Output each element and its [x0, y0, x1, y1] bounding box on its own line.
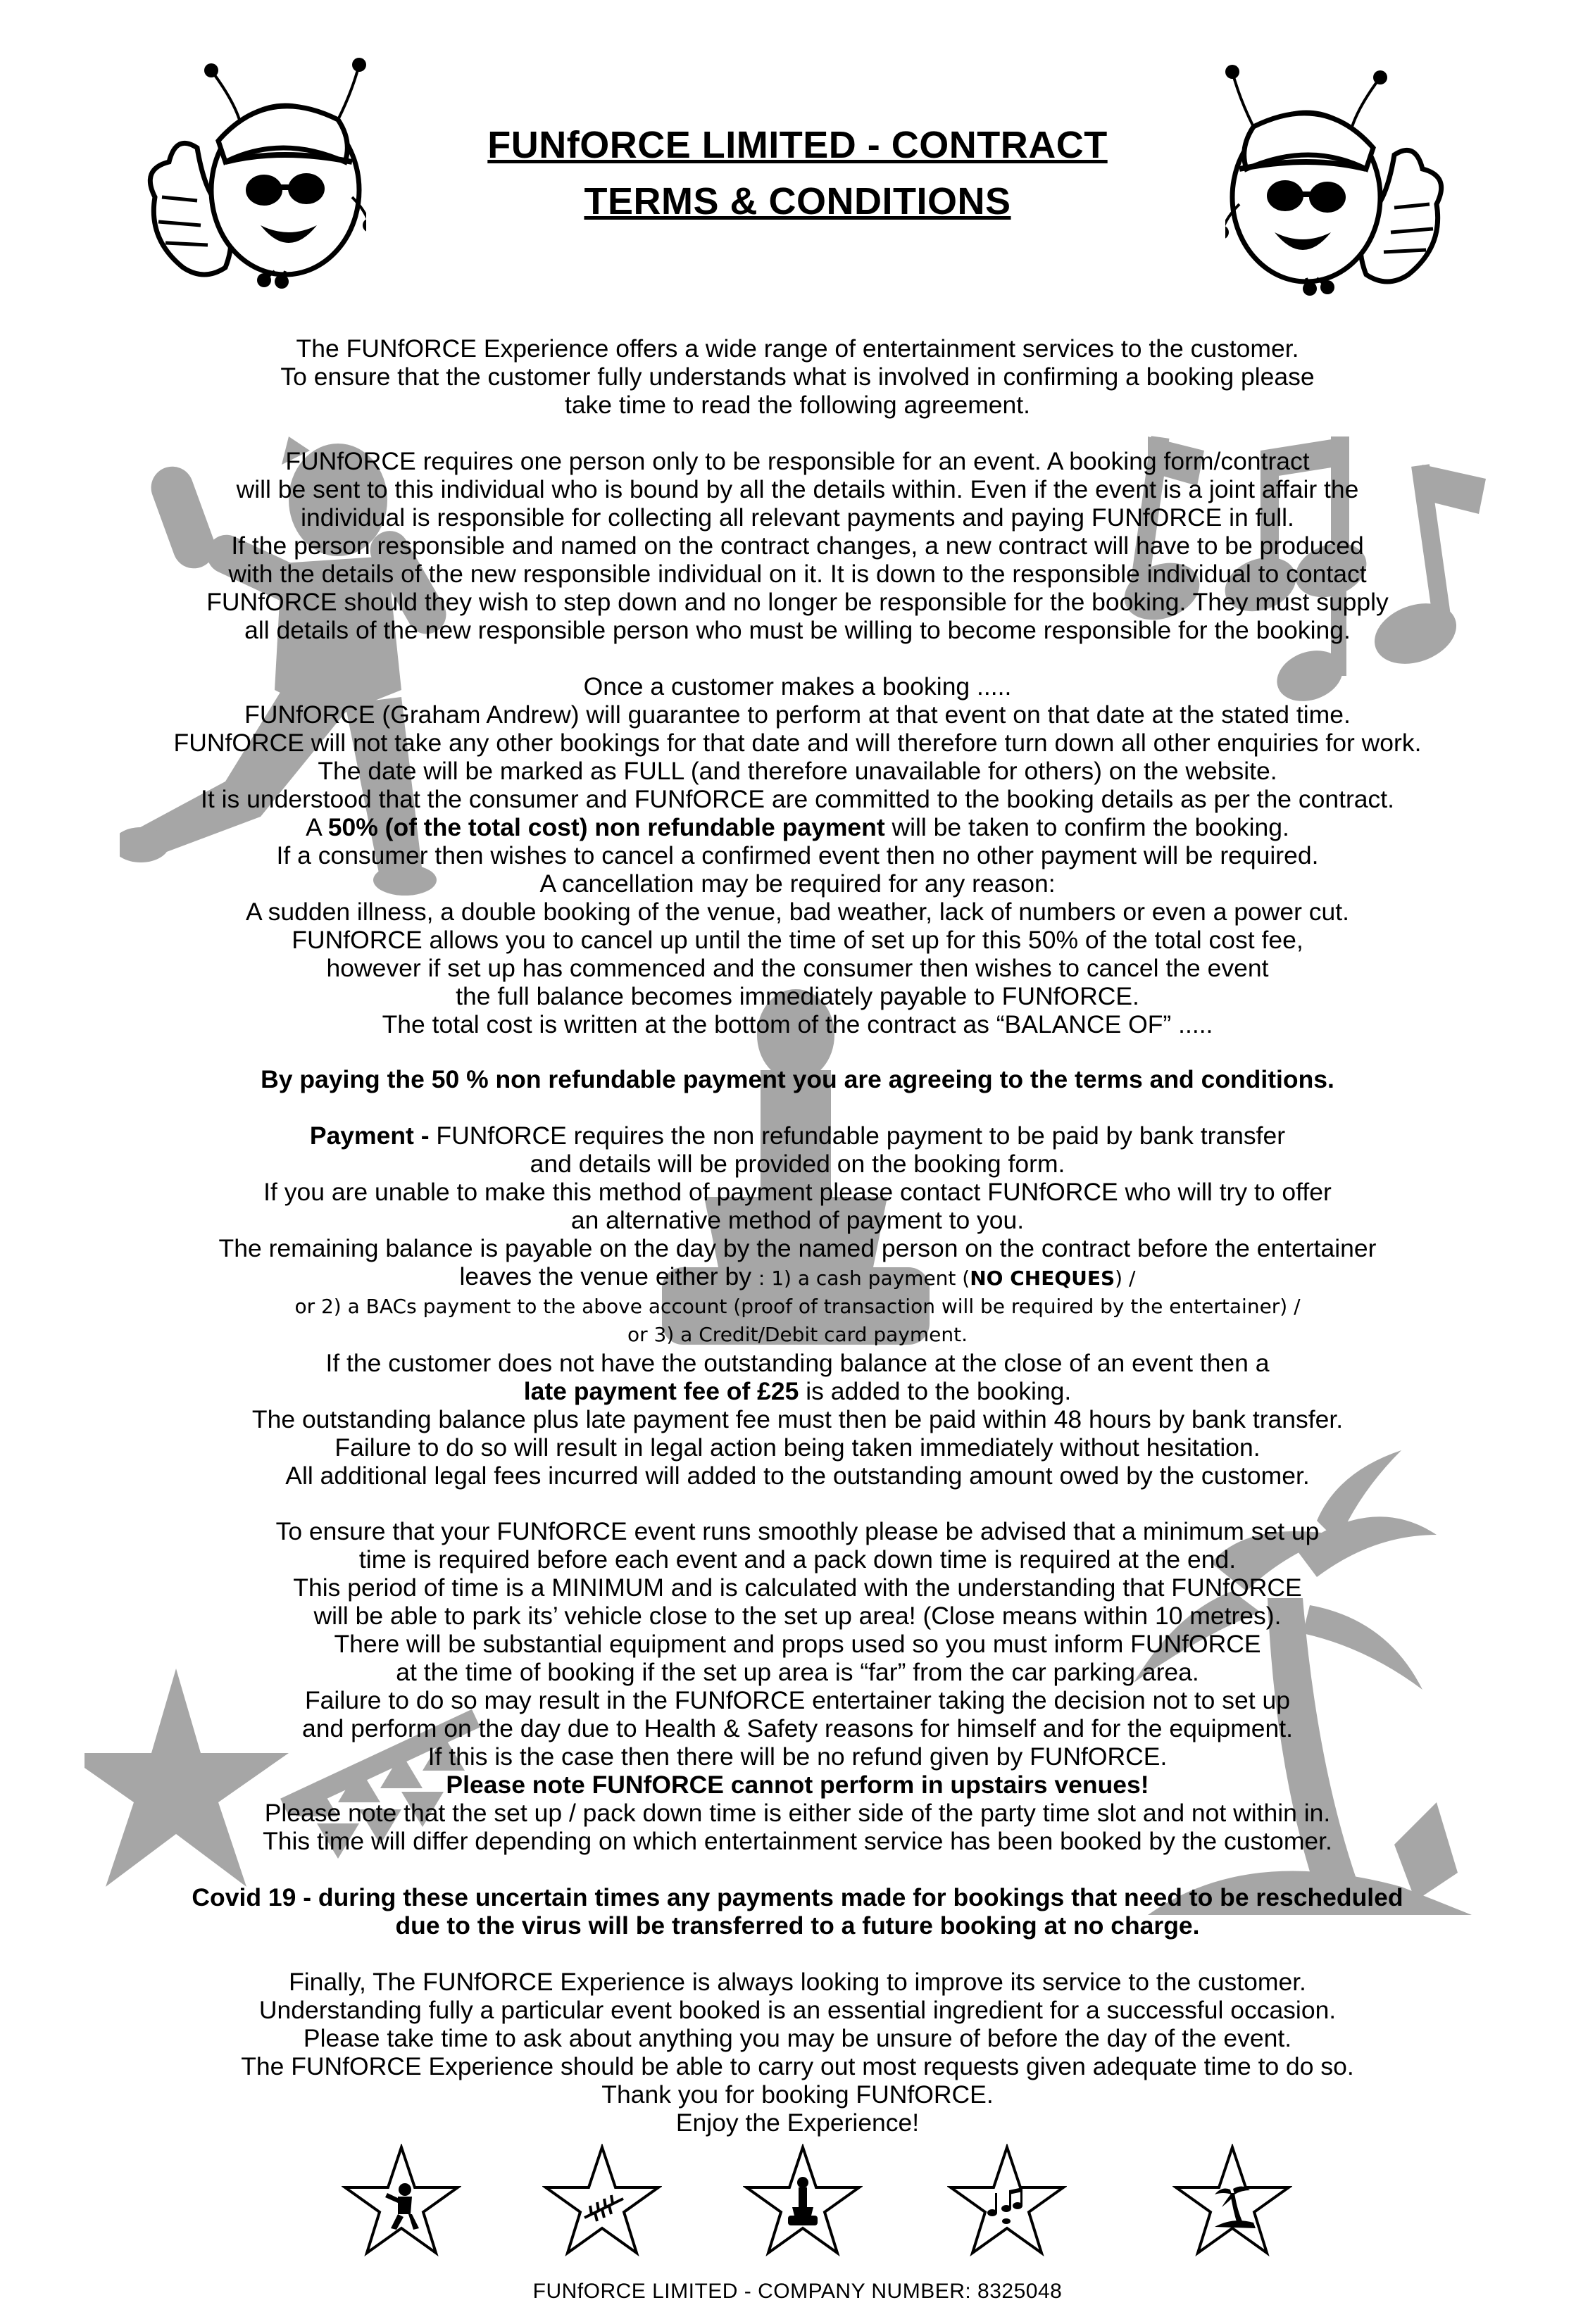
closing-line: Please take time to ask about anything you may be unsure of before the day of the event. [303, 2024, 1292, 2052]
payment-option-3: or 3) a Credit/Debit card payment. [627, 1323, 968, 1346]
setup-line: will be able to park its’ vehicle close to the set up area! (Close means within 10 metres). [313, 1602, 1282, 1630]
star-bubbles-icon [542, 2144, 662, 2256]
setup-paragraph [28, 1517, 1567, 1855]
intro-line: The FUNfORCE Experience offers a wide range of entertainment services to the customer. [296, 334, 1299, 363]
setup-line: and perform on the day due to Health & Safety reasons for himself and for the equipment. [301, 1714, 1294, 1742]
leaves-pre: leaves the venue either by [459, 1262, 758, 1290]
closing-line: Understanding fully a particular event booked is an essential ingredient for a successful occasion. [258, 1996, 1337, 2024]
booking-line: the full balance becomes immediately payable to FUNfORCE. [456, 982, 1139, 1010]
mascot-right-icon [1225, 63, 1465, 296]
setup-line: This period of time is a MINIMUM and is calculated with the understanding that FUNfORCE [293, 1574, 1302, 1602]
closing-line: Thank you for booking FUNfORCE. [601, 2080, 994, 2109]
covid-line: due to the virus will be transferred to a future booking at no charge. [395, 1911, 1200, 1940]
payment-line: an alternative method of payment to you. [570, 1206, 1025, 1234]
payment-line: All additional legal fees incurred will added to the outstanding amount owed by the customer. [285, 1462, 1310, 1490]
booking-line: FUNfORCE allows you to cancel up until the time of set up for this 50% of the total cost fee, [292, 926, 1303, 954]
responsibility-line: will be sent to this individual who is bound by all the details within. Even if the event is a joint affair the [236, 475, 1359, 503]
payment-line: The remaining balance is payable on the day by the named person on the contract before the entertainer [218, 1234, 1377, 1262]
late-fee-line [28, 1377, 1567, 1405]
booking-line: however if set up has commenced and the consumer then wishes to cancel the event [326, 954, 1269, 982]
responsibility-line: all details of the new responsible person who must be willing to become responsible for the booking. [244, 616, 1351, 644]
star-icon-row [0, 2144, 1595, 2256]
booking-line: The date will be marked as FULL (and therefore unavailable for others) on the website. [318, 757, 1277, 785]
star-music-icon [947, 2144, 1067, 2256]
payment-label: Payment - [309, 1122, 437, 1150]
setup-line: Please note that the set up / pack down time is either side of the party time slot and not within in. [264, 1799, 1331, 1827]
responsibility-line: FUNfORCE should they wish to step down and no longer be responsible for the booking. They must supply [206, 588, 1389, 616]
setup-line: If this is the case then there will be no refund given by FUNfORCE. [427, 1742, 1168, 1771]
payment-line: Failure to do so will result in legal action being taken immediately without hesitation. [334, 1433, 1261, 1462]
responsibility-line: individual is responsible for collecting all relevant payments and paying FUNfORCE in full. [301, 503, 1294, 532]
late-line: If the customer does not have the outstanding balance at the close of an event then a [325, 1349, 1270, 1377]
booking-line: The total cost is written at the bottom of the contract as “BALANCE OF” ..... [382, 1010, 1213, 1038]
booking-line: A sudden illness, a double booking of the venue, bad weather, lack of numbers or even a power cut. [246, 898, 1349, 926]
intro-line: take time to read the following agreement. [564, 391, 1031, 419]
booking-line: Once a customer makes a booking ..... [583, 672, 1012, 701]
no-cheques: NO CHEQUES [970, 1267, 1115, 1290]
page-title-line1: FUNfORCE LIMITED - CONTRACT [487, 124, 1108, 166]
agreement-statement [28, 1065, 1567, 1093]
deposit-post: will be taken to confirm the booking. [884, 813, 1289, 841]
late-fee-post: is added to the booking. [799, 1377, 1072, 1405]
closing-line: Enjoy the Experience! [675, 2109, 920, 2137]
payment-option-2: or 2) a BACs payment to the above account (proof of transaction will be required by the entertainer) / [294, 1295, 1301, 1318]
setup-line: To ensure that your FUNfORCE event runs smoothly please be advised that a minimum set up [275, 1517, 1320, 1545]
option1-post: ) / [1115, 1267, 1136, 1290]
responsibility-line: If the person responsible and named on the contract changes, a new contract will have to be produced [231, 532, 1364, 560]
booking-line: A cancellation may be required for any reason: [539, 869, 1056, 898]
payment-options-line [28, 1262, 1567, 1293]
payment-paragraph [28, 1122, 1567, 1490]
booking-line: FUNfORCE (Graham Andrew) will guarantee to perform at that event on that date at the stated time. [244, 701, 1351, 729]
page-title-line2: TERMS & CONDITIONS [584, 180, 1011, 222]
star-palm-icon [1172, 2144, 1292, 2256]
setup-line: There will be substantial equipment and props used so you must inform FUNfORCE [334, 1630, 1261, 1658]
deposit-amount: 50% (of the total cost) non refundable payment [327, 813, 885, 841]
payment-line: and details will be provided on the booking form. [530, 1150, 1065, 1178]
company-number-footer: FUNfORCE LIMITED - COMPANY NUMBER: 8325048 [532, 2280, 1063, 2303]
setup-line: at the time of booking if the set up area is “far” from the car parking area. [396, 1658, 1199, 1686]
setup-line: Failure to do so may result in the FUNfORCE entertainer taking the decision not to set up [305, 1686, 1290, 1714]
covid-line: Covid 19 - during these uncertain times any payments made for bookings that need to be rescheduled [192, 1883, 1403, 1911]
star-dancer-icon [342, 2144, 461, 2256]
setup-line: time is required before each event and a pack down time is required at the end. [358, 1545, 1237, 1574]
upstairs-warning: Please note FUNfORCE cannot perform in upstairs venues! [446, 1771, 1149, 1799]
intro-paragraph [28, 334, 1567, 419]
payment-text: FUNfORCE requires the non refundable payment to be paid by bank transfer [436, 1122, 1286, 1150]
responsibility-paragraph [28, 447, 1567, 644]
booking-line: FUNfORCE will not take any other bookings for that date and will therefore turn down all other enquiries for work. [173, 729, 1422, 757]
late-fee: late payment fee of £25 [523, 1377, 799, 1405]
covid-notice [28, 1883, 1567, 1940]
booking-line: If a consumer then wishes to cancel a confirmed event then no other payment will be required. [276, 841, 1319, 869]
payment-line: The outstanding balance plus late payment fee must then be paid within 48 hours by bank transfer. [251, 1405, 1344, 1433]
closing-paragraph [28, 1968, 1567, 2137]
responsibility-line: FUNfORCE requires one person only to be responsible for an event. A booking form/contract [285, 447, 1310, 475]
agreement-line: By paying the 50 % non refundable payment you are agreeing to the terms and conditions. [261, 1065, 1334, 1093]
closing-line: The FUNfORCE Experience should be able to carry out most requests given adequate time to do so. [241, 2052, 1354, 2080]
payment-line [28, 1122, 1567, 1150]
payment-line: If you are unable to make this method of payment please contact FUNfORCE who will try to offer [263, 1178, 1332, 1206]
option1-pre: : 1) a cash payment ( [758, 1267, 970, 1290]
deposit-pre: A [306, 813, 328, 841]
responsibility-line: with the details of the new responsible individual on it. It is down to the responsible individual to contact [228, 560, 1367, 588]
mascot-left-icon [127, 56, 366, 289]
booking-paragraph [28, 672, 1567, 1038]
star-trophy-icon [743, 2144, 863, 2256]
closing-line: Finally, The FUNfORCE Experience is always looking to improve its service to the customer. [289, 1968, 1306, 1996]
intro-line: To ensure that the customer fully understands what is involved in confirming a booking please [280, 363, 1315, 391]
booking-line: It is understood that the consumer and FUNfORCE are committed to the booking details as per the contract. [201, 785, 1394, 813]
deposit-line [28, 813, 1567, 841]
setup-line: This time will differ depending on which entertainment service has been booked by the customer. [263, 1827, 1332, 1855]
